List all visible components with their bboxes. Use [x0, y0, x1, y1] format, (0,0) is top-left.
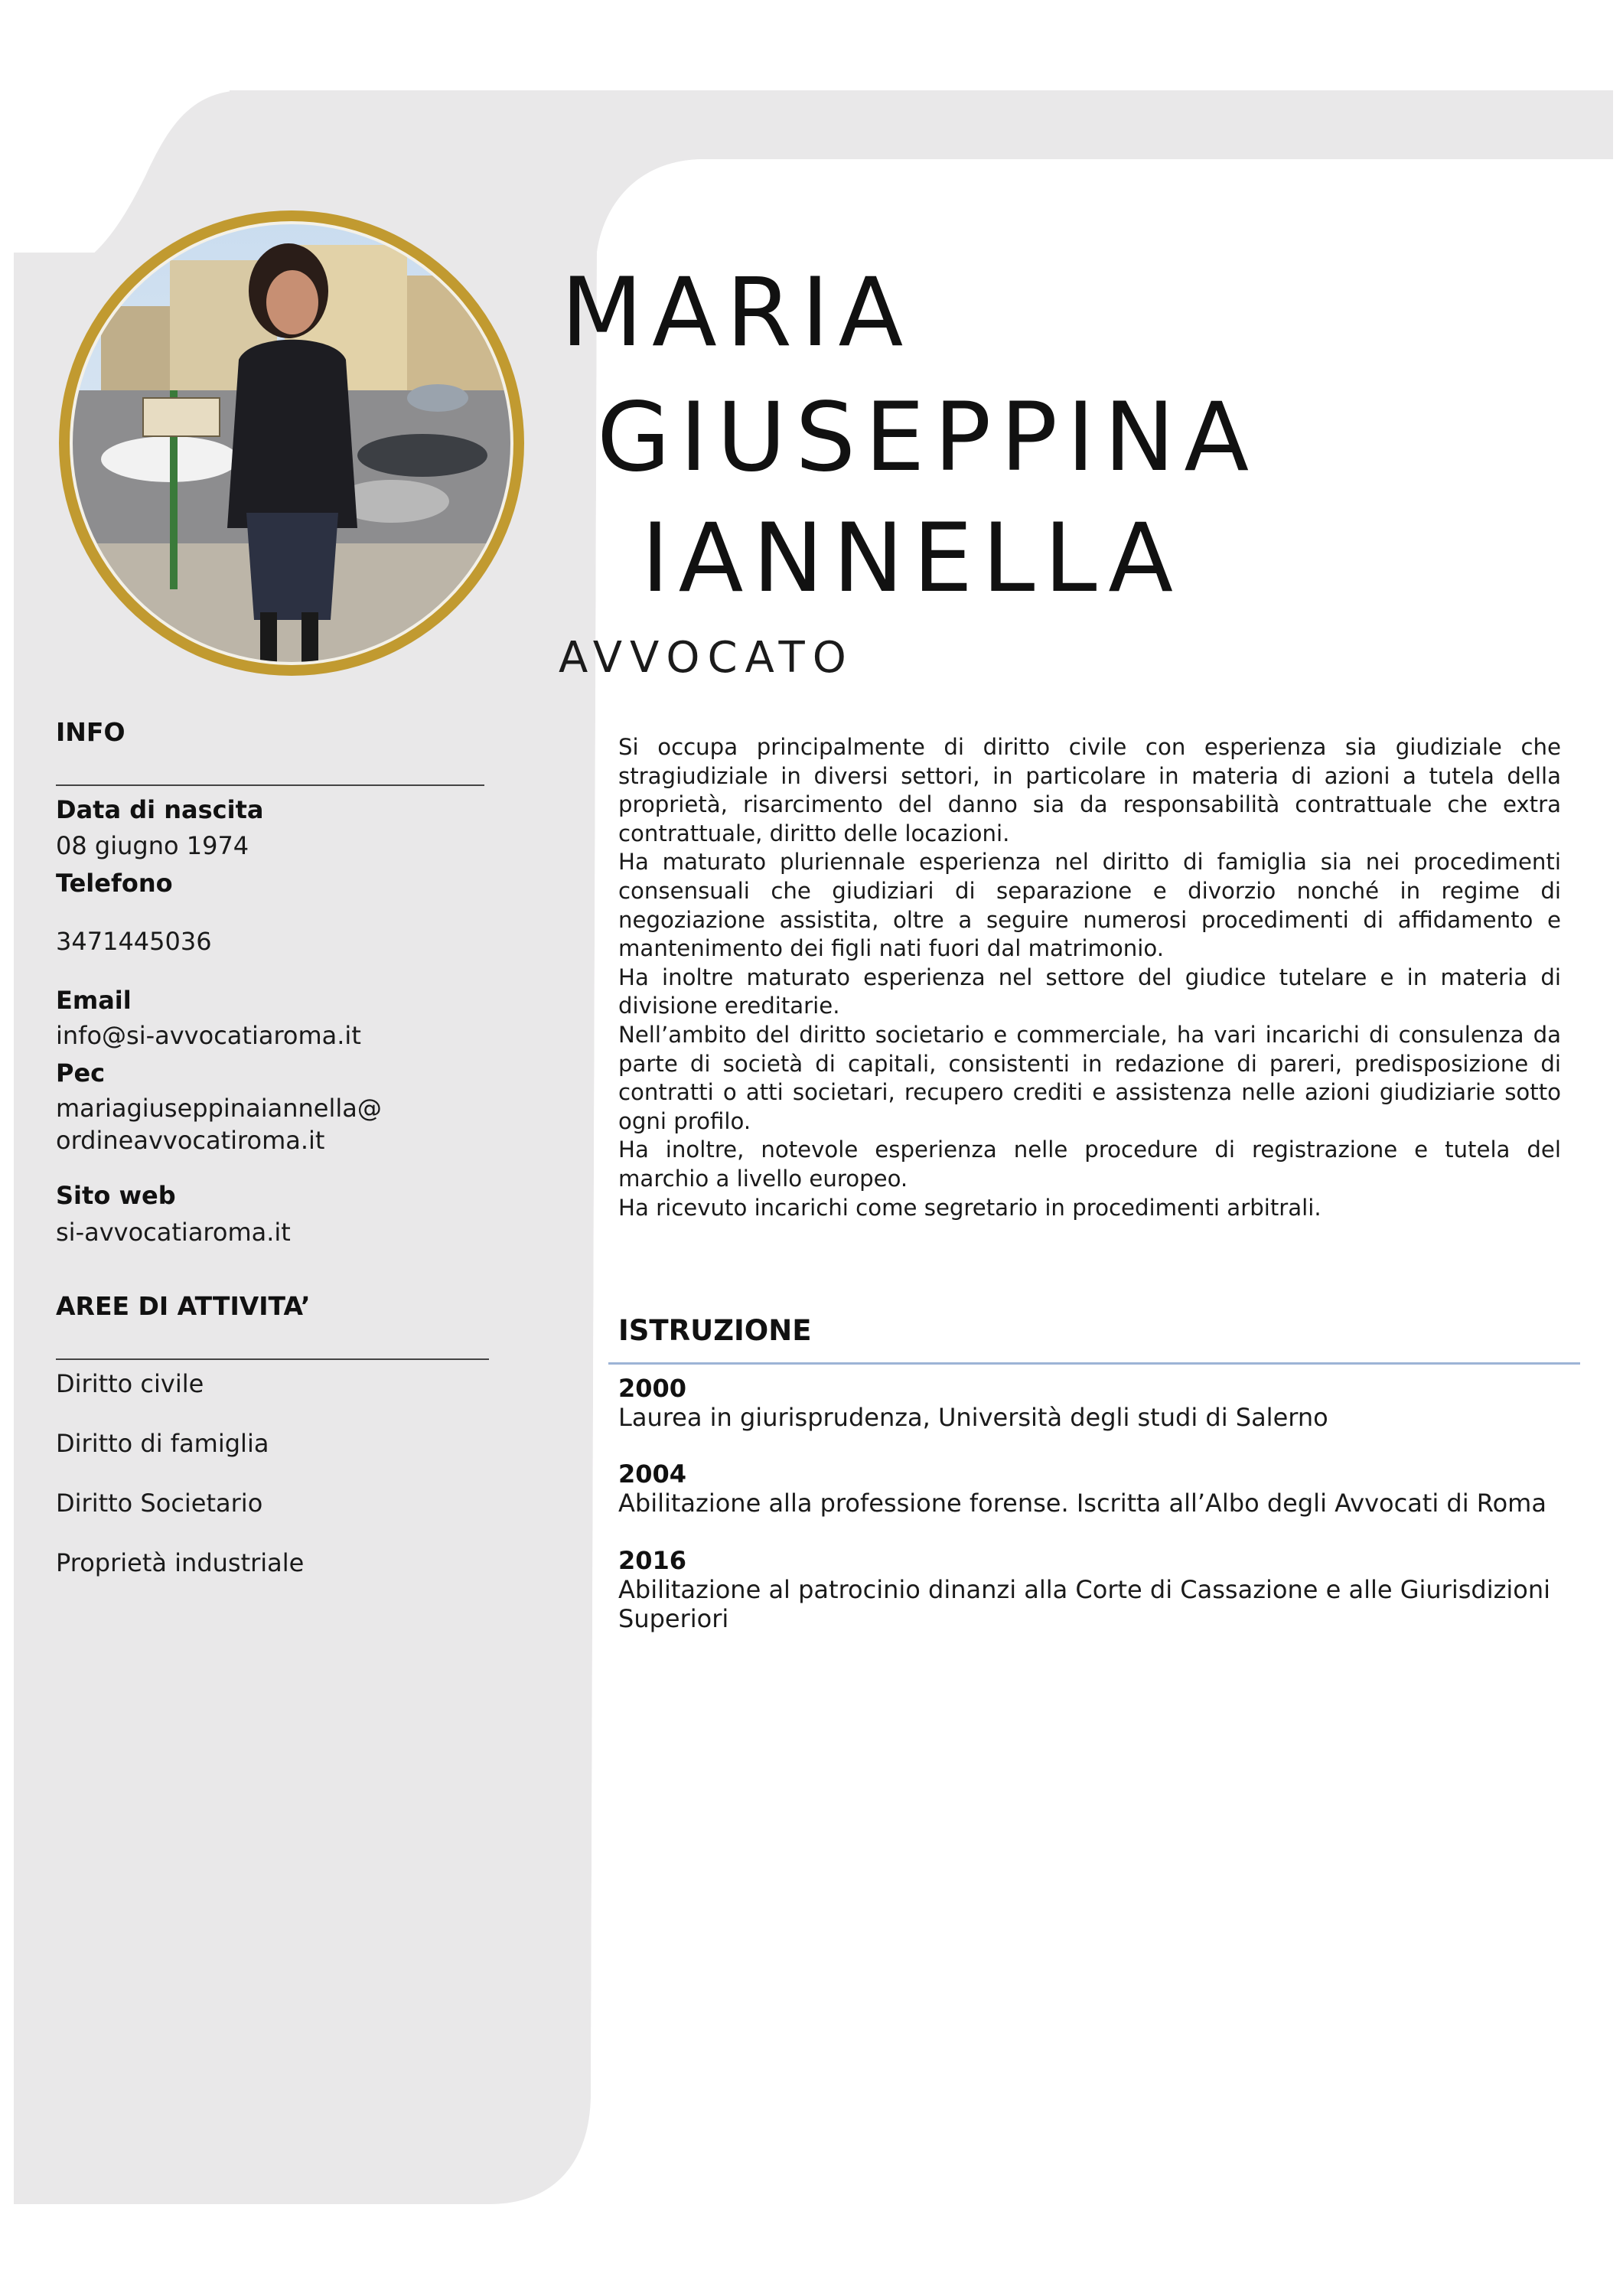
- education-year: 2016: [618, 1546, 687, 1575]
- info-heading: INFO: [56, 717, 125, 747]
- area-item: Proprietà industriale: [56, 1548, 305, 1577]
- name-line-1: MARIA: [561, 258, 913, 368]
- area-item: Diritto civile: [56, 1369, 204, 1398]
- education-item: [618, 1546, 1561, 1633]
- pec-label: Pec: [56, 1058, 106, 1088]
- education-item: [618, 1374, 1561, 1432]
- areas-divider: [56, 1358, 489, 1360]
- email-value[interactable]: info@si-avvocatiaroma.it: [56, 1021, 361, 1050]
- education-divider: [608, 1362, 1580, 1365]
- profession-title: AVVOCATO: [559, 633, 854, 683]
- phone-label: Telefono: [56, 869, 173, 898]
- name-line-2: GIUSEPPINA: [597, 383, 1259, 493]
- website-value[interactable]: si-avvocatiaroma.it: [56, 1218, 291, 1247]
- birth-label: Data di nascita: [56, 795, 264, 824]
- bio-paragraph: Ha inoltre, notevole esperienza nelle procedure di registrazione e tutela del marchio a livello europeo.: [618, 1137, 1561, 1192]
- name-line-3: IANNELLA: [641, 504, 1183, 614]
- birth-value: 08 giugno 1974: [56, 831, 249, 860]
- education-heading: ISTRUZIONE: [618, 1314, 812, 1347]
- bio-paragraph: Nell’ambito del diritto societario e commerciale, ha vari incarichi di consulenza da parte di società di capitali, consistenti in redazione di pareri, predisposizione di contratti o atti societari, recupero crediti e assistenza nelle azioni giudiziarie sotto ogni profilo.: [618, 1021, 1561, 1134]
- phone-value[interactable]: 3471445036: [56, 927, 212, 956]
- education-item: [618, 1459, 1561, 1518]
- bio-paragraph: Ha inoltre maturato esperienza nel settore del giudice tutelare e in materia di divisione ereditarie.: [618, 964, 1561, 1019]
- white-cutout: [597, 159, 1613, 253]
- education-year: 2000: [618, 1374, 687, 1403]
- email-label: Email: [56, 986, 132, 1015]
- bio-paragraph: Si occupa principalmente di diritto civile con esperienza sia giudiziale che stragiudiziale in diversi settori, in particolare in materia di azioni a tutela della proprietà, risarcimento del danno sia da responsabilità contrattuale che extra contrattuale, diritto delle locazioni.: [618, 734, 1561, 846]
- education-description: Abilitazione alla professione forense. Iscritta all’Albo degli Avvocati di Roma: [618, 1489, 1546, 1518]
- education-description: Laurea in giurisprudenza, Università degli studi di Salerno: [618, 1403, 1328, 1432]
- pec-value-line1[interactable]: mariagiuseppinaiannella@: [56, 1094, 382, 1123]
- pec-value-line2[interactable]: ordineavvocatiroma.it: [56, 1126, 325, 1155]
- website-label: Sito web: [56, 1181, 176, 1210]
- areas-heading: AREE DI ATTIVITA’: [56, 1291, 311, 1321]
- bio-text: [618, 733, 1561, 1222]
- area-item: Diritto Societario: [56, 1489, 263, 1518]
- info-divider: [56, 784, 484, 786]
- profile-photo: [55, 207, 528, 680]
- bio-paragraph: Ha maturato pluriennale esperienza nel diritto di famiglia sia nei procedimenti consensuali che giudiziari di separazione e divorzio nonché in regime di negoziazione assistita, oltre a seguire numerosi procedimenti di affidamento e mantenimento dei figli nati fuori dal matrimonio.: [618, 849, 1561, 962]
- education-year: 2004: [618, 1459, 687, 1489]
- bio-paragraph: Ha ricevuto incarichi come segretario in procedimenti arbitrali.: [618, 1194, 1322, 1221]
- education-description: Abilitazione al patrocinio dinanzi alla Corte di Cassazione e alle Giurisdizioni Superiori: [618, 1575, 1551, 1633]
- area-item: Diritto di famiglia: [56, 1429, 269, 1458]
